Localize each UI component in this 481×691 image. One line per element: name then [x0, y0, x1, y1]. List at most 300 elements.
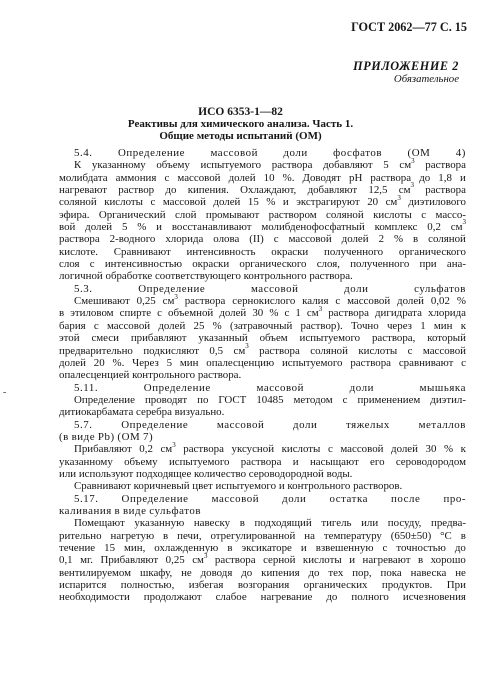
word: долей [219, 307, 247, 320]
word: и [278, 480, 285, 493]
word: долей [228, 171, 256, 184]
word: испытуемого [215, 480, 277, 493]
word: с [342, 393, 348, 406]
word: кислоты [104, 196, 143, 209]
word: 10 [263, 171, 275, 184]
word: фосфатов [333, 147, 383, 159]
document-title-line-2: Общие методы испытаний (ОМ) [159, 130, 322, 142]
word: доли [293, 418, 318, 431]
word: При [446, 579, 466, 592]
appendix-block [353, 60, 459, 86]
word: раствора [370, 171, 412, 184]
word: раствора [184, 295, 226, 308]
word: массовой [422, 344, 466, 357]
word: или [361, 517, 379, 530]
word: с [461, 356, 466, 369]
word: % [456, 295, 466, 308]
text-line [59, 530, 466, 542]
word: 25 [193, 319, 205, 332]
word: испытуемого [168, 455, 230, 468]
word: восстанавливают [171, 221, 252, 234]
word: насыщают [309, 455, 359, 468]
word: этой [59, 332, 80, 345]
word: до [326, 591, 338, 604]
word: Точно [350, 319, 379, 332]
word: шкафу, [139, 566, 173, 579]
word: с [335, 295, 341, 308]
word: эфира. [59, 208, 90, 221]
word: нагревают [59, 184, 107, 197]
word: тяжелых [346, 418, 390, 431]
word: (ОМ [407, 147, 431, 159]
text-line [59, 551, 466, 567]
word: (650±50) [390, 529, 432, 542]
word: в [163, 529, 169, 542]
word: указанную [134, 517, 185, 530]
word: эксикаторе [241, 542, 292, 554]
word: контрольного [287, 480, 351, 493]
word: кислоты [358, 344, 398, 357]
word: точностью [396, 542, 446, 554]
word: обработке [105, 270, 153, 283]
word: окраски [192, 258, 230, 271]
word: массовой [106, 319, 151, 332]
word: промывают [205, 208, 260, 221]
word: 20 [93, 356, 105, 369]
word: Определение [74, 393, 135, 406]
word: визуально. [174, 406, 225, 419]
word: про- [443, 492, 466, 505]
word: Сравнивают [74, 480, 131, 493]
word: массовой [210, 147, 258, 159]
word: долей [391, 443, 418, 456]
word: до [454, 542, 466, 554]
word: объему [156, 159, 190, 172]
text-line [59, 542, 466, 554]
word: 1 [295, 307, 301, 320]
word: pH [349, 171, 363, 184]
word: в [114, 504, 121, 517]
word: комплекс [374, 221, 418, 234]
word: раствора [425, 184, 466, 197]
word: контрольного [132, 369, 196, 382]
word: пор, [352, 566, 372, 579]
word: полностью, [120, 579, 175, 592]
text-line [59, 394, 466, 406]
text-line [59, 579, 466, 591]
word: печи, [177, 529, 202, 542]
word: испарится [59, 579, 107, 592]
word: подходящее [136, 467, 192, 480]
word: мин, [124, 542, 146, 554]
word: %. [112, 356, 125, 369]
word: растворов. [353, 480, 403, 493]
word: сульфатов [414, 282, 466, 295]
word: предварительно [59, 344, 133, 357]
word: виде [122, 504, 147, 517]
text-line [59, 517, 466, 529]
word: каливания [59, 504, 112, 517]
word: дигидрата [374, 307, 422, 320]
text-line [59, 172, 466, 184]
word: доли [344, 282, 369, 295]
word: Через [132, 356, 159, 369]
appendix-label: ПРИЛОЖЕНИЕ 2 [353, 59, 459, 73]
word: массовой [340, 443, 384, 456]
word: массовой [347, 295, 391, 308]
word: 4) [455, 147, 466, 159]
word: массовой [162, 196, 206, 209]
word: 0,2 [427, 221, 441, 234]
word: методом [293, 393, 333, 406]
word: соответствующего [154, 270, 241, 283]
word: диэтил- [430, 393, 466, 406]
word: при [419, 258, 437, 271]
word: органического [398, 245, 466, 258]
word: 5.7. [74, 418, 93, 431]
word: смеси [91, 332, 119, 345]
text-line [59, 480, 466, 492]
word: 0,02 [430, 295, 450, 308]
word: объем [259, 332, 288, 345]
word: 0,2 [139, 443, 153, 456]
word: молибдата [59, 171, 108, 184]
word: массо- [435, 208, 466, 221]
iso-title: ИСО 6353-1—82 [198, 106, 283, 118]
word: молибденофосфатный [261, 221, 365, 234]
word: 30 [425, 443, 437, 456]
word: цвет [192, 480, 213, 493]
word: слоя, [316, 258, 340, 271]
word: (ОМ [117, 430, 141, 443]
text-line [59, 406, 466, 418]
word: этиловом [70, 307, 114, 320]
word: навеску [193, 517, 231, 530]
word: с [284, 307, 290, 320]
word: с [93, 319, 99, 332]
word: не [455, 566, 466, 579]
word: Смешивают [74, 295, 130, 308]
text-line [59, 369, 466, 381]
word: продолжают [143, 591, 202, 604]
word: Определение [138, 282, 206, 295]
word: необходимости [59, 591, 130, 604]
word: (II) [249, 233, 264, 246]
word: используют [78, 467, 134, 480]
word: навеска [410, 566, 447, 579]
word: 5.3. [74, 282, 93, 295]
word: полученного [350, 258, 410, 271]
word: $см^3$ [162, 292, 178, 308]
text-line [59, 181, 466, 197]
word: с [164, 171, 170, 184]
word: % [266, 196, 276, 209]
word: 5.11. [74, 381, 99, 394]
document-title-line-1: Реактивы для химического анализа. Часть 1. [127, 118, 354, 130]
word: серебра [136, 406, 172, 419]
word: подходящий [254, 517, 312, 530]
word: Pb) [97, 430, 115, 443]
word: 2-водного [109, 233, 156, 246]
word: в [460, 529, 466, 542]
word: охлажденную [154, 542, 219, 554]
word: течение [59, 542, 96, 554]
word: °С [440, 529, 452, 542]
word: в [418, 554, 424, 567]
word: воды. [326, 467, 353, 480]
word: кислоты [373, 208, 412, 221]
word: ГОСТ [218, 393, 247, 406]
text-line [59, 320, 466, 332]
word: металлов [418, 418, 466, 431]
word: долей [213, 196, 241, 209]
word: ана- [446, 258, 466, 271]
word: до [308, 566, 320, 579]
word: испытуемого [299, 332, 361, 345]
word: % [137, 221, 147, 234]
word: кислоты [302, 554, 342, 567]
text-line [59, 456, 466, 468]
word: в [413, 233, 419, 246]
word: остатка [329, 492, 369, 505]
word: испытуемого [281, 356, 343, 369]
word: не [181, 566, 192, 579]
word: мг. [80, 554, 93, 567]
word: и [460, 171, 466, 184]
word: нагретую [110, 529, 155, 542]
word: доли [283, 147, 308, 159]
word: органического [239, 258, 307, 271]
word: уксусной [231, 443, 275, 456]
word: олова [213, 233, 240, 246]
text-line [59, 468, 466, 480]
word: 20 [367, 196, 379, 209]
word: по [197, 393, 209, 406]
word: мышьяка [419, 381, 466, 394]
word: возгорания [237, 579, 290, 592]
word: раствора [259, 344, 300, 357]
word: 7) [142, 430, 154, 443]
word: калия [302, 295, 329, 308]
text-line [59, 591, 466, 603]
word: с [150, 196, 156, 209]
text-line [59, 332, 466, 344]
text-line [59, 341, 466, 357]
text-line [59, 357, 466, 369]
word: раствора [271, 159, 313, 172]
word: раствор [118, 184, 155, 197]
word: 5 [166, 356, 173, 369]
word: доводя [200, 566, 233, 579]
word: избегая [188, 579, 224, 592]
word: % [394, 233, 404, 246]
word: диэтилового [408, 196, 466, 209]
word: сравнивают [398, 356, 454, 369]
word: % [444, 443, 454, 456]
word: 0,1 [59, 554, 73, 567]
word: применением [357, 393, 421, 406]
word: вой [59, 221, 76, 234]
word: подкисляют [143, 344, 199, 357]
section-heading-line [59, 419, 466, 431]
word: проводят [144, 393, 188, 406]
word: виде [71, 430, 96, 443]
word: 15 [104, 542, 116, 554]
word: и [300, 542, 307, 554]
word: спирте [119, 307, 152, 320]
word: и [282, 196, 289, 209]
word: 5 [121, 221, 128, 234]
word: сульфатов [149, 504, 202, 517]
word: дитиокарбамата [59, 406, 134, 419]
word: с [273, 233, 279, 246]
word: 1,8 [438, 171, 452, 184]
word: полученного [324, 245, 384, 258]
word: слоя [59, 258, 80, 271]
word: в [239, 517, 245, 530]
word: его [370, 455, 385, 468]
text-line [59, 292, 466, 308]
section-heading-line [59, 147, 466, 159]
word: с [382, 542, 388, 554]
word: через [386, 319, 412, 332]
word: прибавляют [130, 332, 187, 345]
word: Определение [143, 381, 211, 394]
word: указанному [59, 455, 113, 468]
word: вентилируемом [59, 566, 132, 579]
word: нагревают [362, 554, 411, 567]
word: сероводородной [248, 467, 324, 480]
word: К [74, 159, 82, 172]
word: с [89, 258, 95, 271]
word: % [269, 307, 279, 320]
word: посуду, [387, 517, 422, 530]
word: Прибавляют [74, 443, 132, 456]
word: Охлаждают, [240, 184, 297, 197]
word: Определение [121, 492, 189, 505]
text-line [59, 209, 466, 221]
word: сероводородом [395, 455, 466, 468]
word: 5.17. [74, 492, 99, 505]
word: отрегулированной [210, 529, 296, 542]
word: $см^3$ [160, 440, 176, 456]
text-line [59, 156, 466, 172]
word: долей [85, 221, 113, 234]
word: раствора [59, 233, 100, 246]
body-text [59, 147, 466, 604]
word: с [327, 443, 333, 456]
word: к [460, 319, 466, 332]
word: с [157, 307, 162, 320]
word: рительно [59, 529, 102, 542]
word: $см^3$ [306, 304, 323, 320]
word: 15 [247, 196, 259, 209]
word: пока [380, 566, 402, 579]
word: $см^3$ [398, 181, 414, 197]
word: до [419, 171, 431, 184]
word: объемной [168, 307, 214, 320]
word: 0,25 [136, 295, 156, 308]
word: 10485 [256, 393, 284, 406]
word: раствора [214, 554, 256, 567]
text-line [59, 233, 466, 245]
word: контрольного [243, 270, 307, 283]
text-line [59, 440, 466, 456]
word: интенсивность [186, 245, 256, 258]
word: до [241, 566, 253, 579]
word: массовой [250, 282, 299, 295]
word: $см^3$ [192, 551, 208, 567]
word: раствора. [197, 369, 242, 382]
section-heading-line [59, 493, 466, 505]
word: раствор). [300, 319, 343, 332]
word: 0,25 [165, 554, 185, 567]
word: $см^3$ [399, 156, 415, 172]
word: слой [174, 208, 197, 221]
word: коричневый [133, 480, 190, 493]
word: аммония [115, 171, 157, 184]
word: кислоте. [59, 245, 99, 258]
section-heading-line [59, 382, 466, 394]
word: Прибавляют [100, 554, 159, 567]
text-line [59, 193, 466, 209]
word: Сравнивают [113, 245, 171, 258]
word: опалесценцией [59, 369, 130, 382]
word: хлорида [165, 233, 204, 246]
word: %. [282, 171, 295, 184]
word: тех [328, 566, 344, 579]
word: и [292, 455, 299, 468]
word: в [227, 542, 233, 554]
word: кислоты [281, 443, 321, 456]
word: соляной [310, 344, 348, 357]
word: массовой [177, 171, 221, 184]
word: доли [282, 492, 307, 505]
word: серной [263, 554, 296, 567]
word: или [59, 467, 77, 480]
word: органических [303, 579, 368, 592]
word: Определение [121, 418, 189, 431]
margin-mark: - [3, 387, 7, 398]
word: массовой [256, 381, 304, 394]
word: экстрагируют [296, 196, 360, 209]
word: 0,5 [209, 344, 224, 357]
word: испытуемого [200, 159, 262, 172]
word: опалесценцию [206, 356, 275, 369]
word: 5 [383, 159, 389, 172]
word: указанному [91, 159, 146, 172]
word: с [421, 208, 427, 221]
word: раствора [183, 443, 224, 456]
word: Органический [98, 208, 166, 221]
word: 2 [378, 233, 385, 246]
word: $см^3$ [233, 341, 249, 357]
section-heading-line [59, 505, 466, 517]
word: продуктов. [381, 579, 433, 592]
word: слабое [215, 591, 247, 604]
word: долей [341, 233, 369, 246]
word: и [156, 221, 162, 234]
word: тигель [321, 517, 352, 530]
word: массовой [211, 492, 260, 505]
word: мин [179, 356, 199, 369]
section-heading-line [59, 431, 466, 443]
word: Доводят [302, 171, 341, 184]
word: кипения. [187, 184, 229, 197]
word: доли [349, 381, 374, 394]
word: массовой [288, 233, 332, 246]
word: добавляют [323, 159, 373, 172]
